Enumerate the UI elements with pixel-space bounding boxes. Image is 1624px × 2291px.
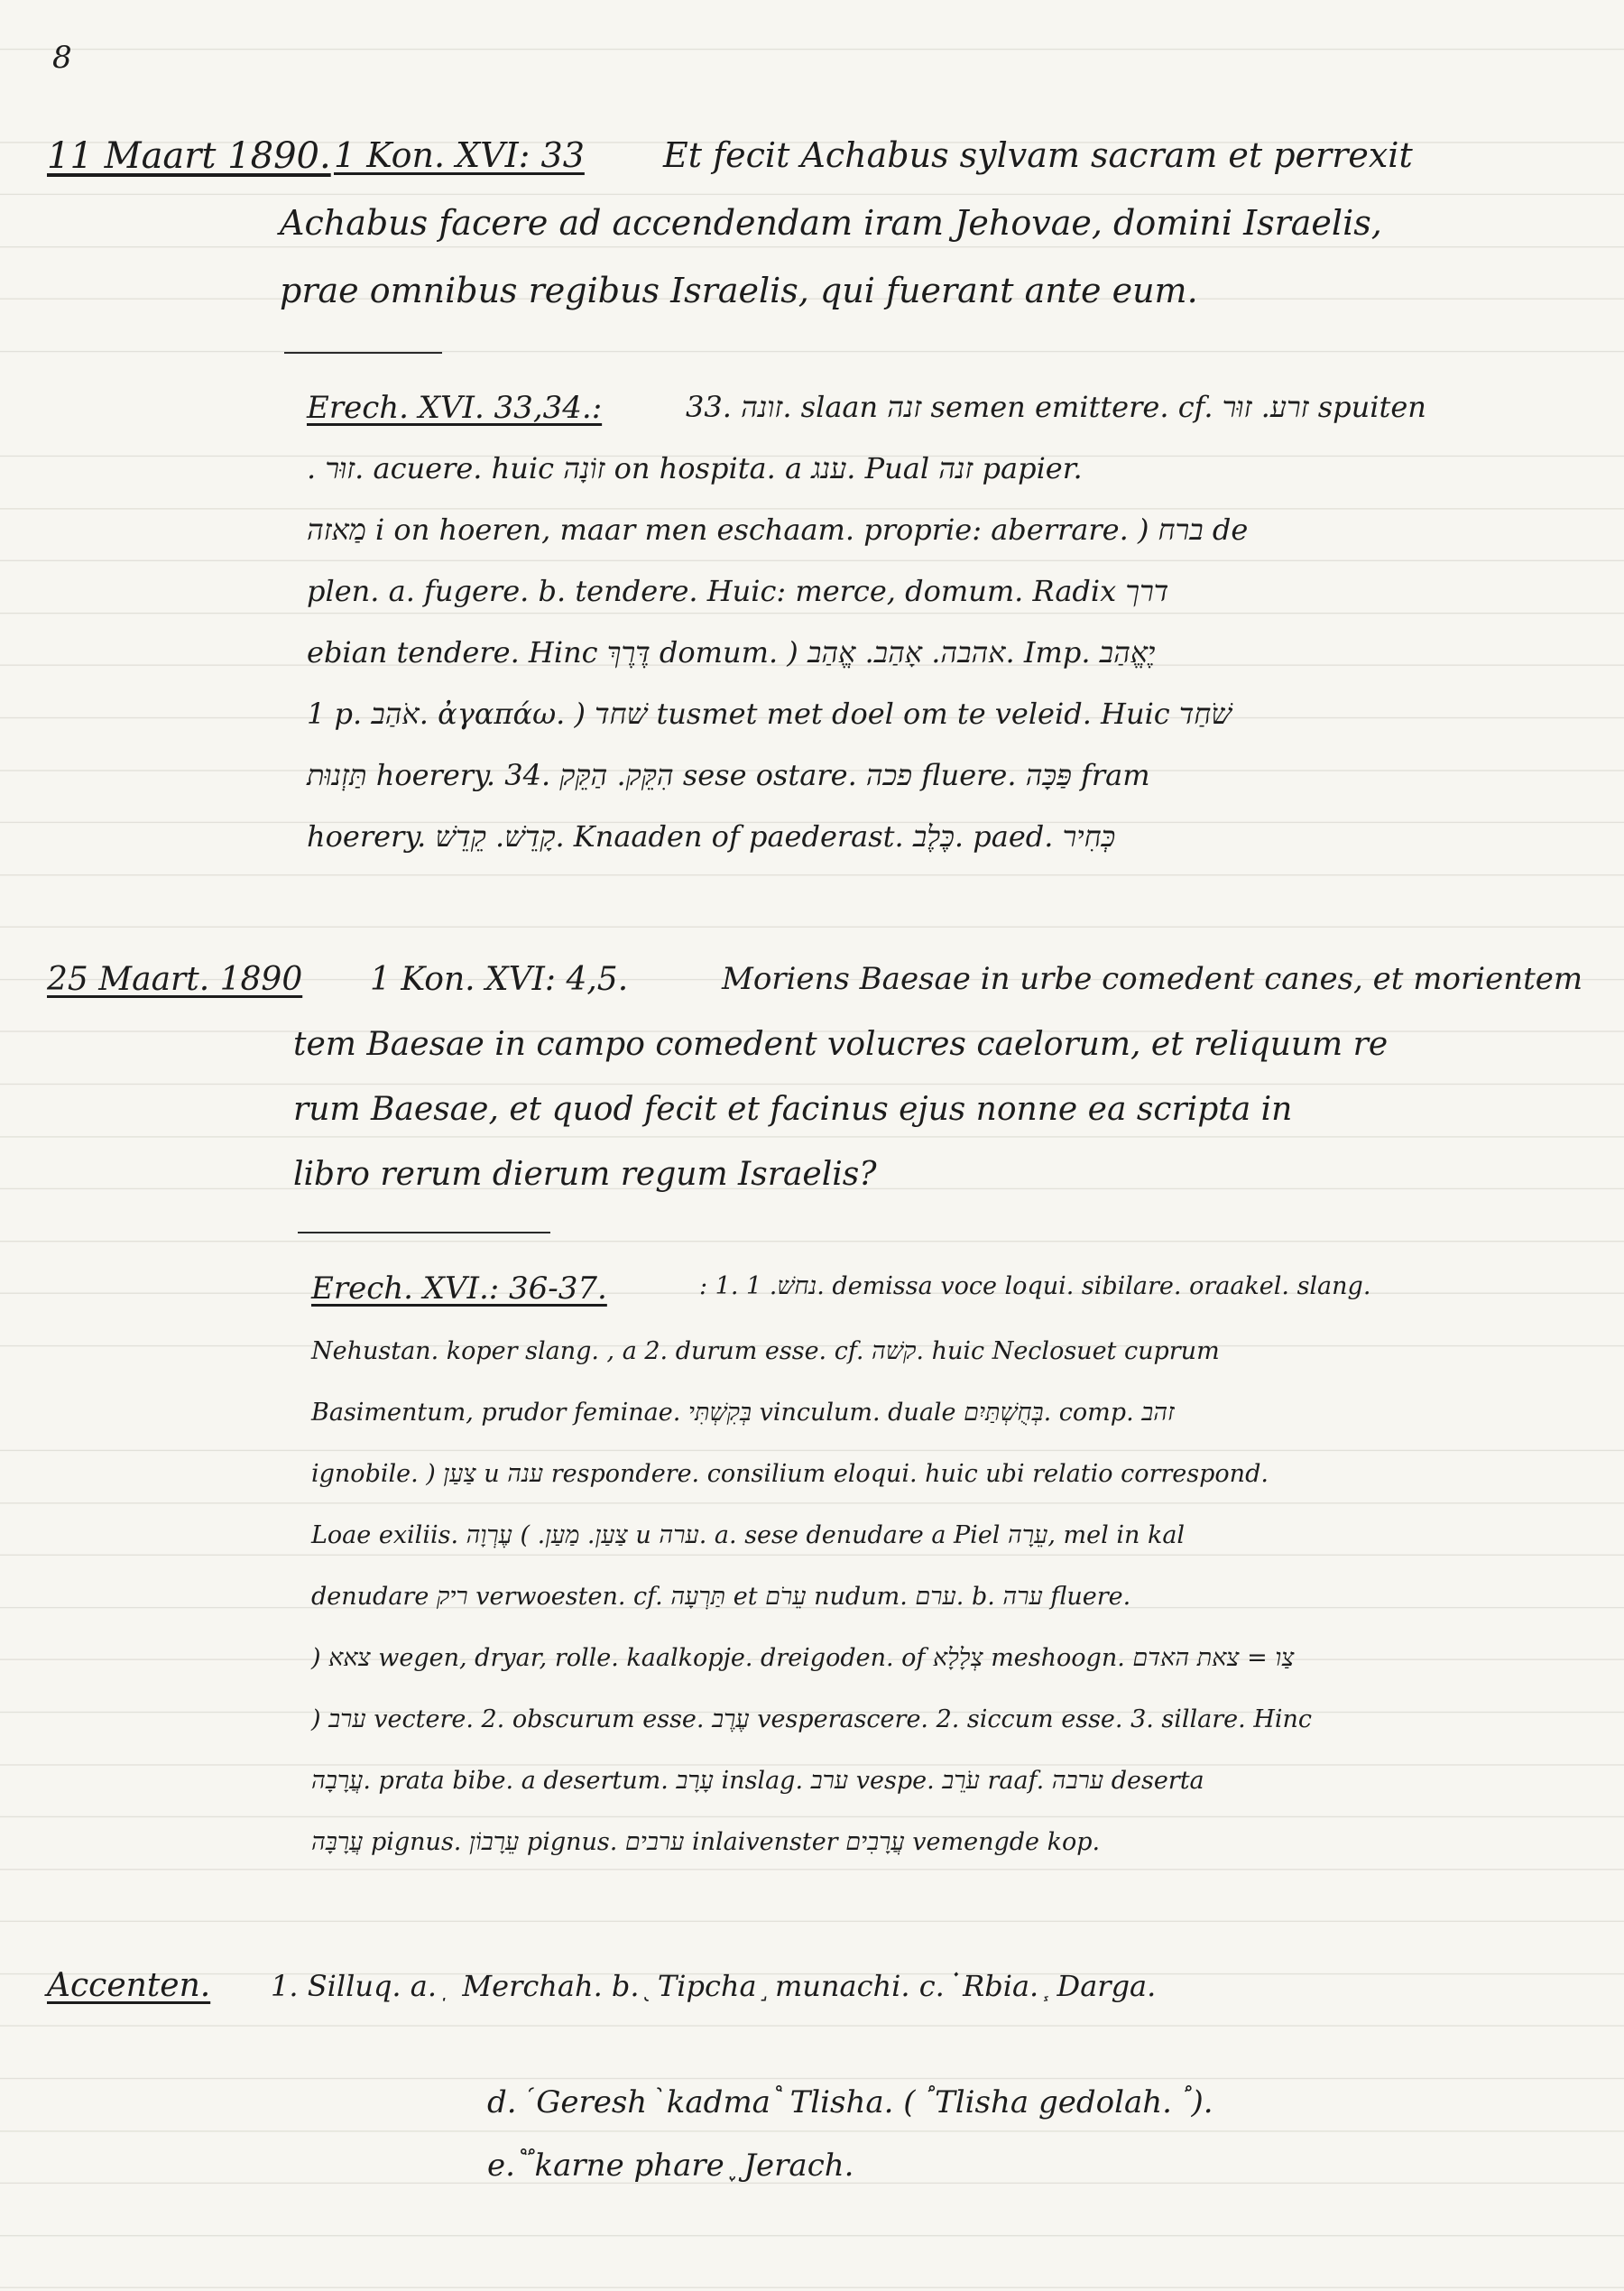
text-line: עֲרָבָה. prata bibe. a desertum. עָרָב inslag. ערב vespe. עֹרֵב raaf. ערבה deserta [311,1767,1204,1795]
text-line: ebian tendere. Hinc דֶּרֶךְ domum. ) אהבה. אָהַב. אֱהַב. Imp. יֶאֱהַב [307,635,1156,670]
page-number: 8 [52,40,72,76]
section-divider [284,352,442,354]
text-line: ) ערב vectere. 2. obscurum esse. עֶרֶב vesperascere. 2. siccum esse. 3. sillare. Hinc [311,1705,1313,1733]
text-line: denudare ריק verwoesten. cf. תַּרְעָה et עֵרֹם nudum. ערם. b. ערה fluere. [311,1583,1131,1611]
text-line: 33. זונה. slaan זנה semen emittere. cf. זרע. זוּר spuiten [686,390,1426,424]
text-line: מַאזה i on hoeren, maar men eschaam. proprie: aberrare. ) ברח de [307,513,1249,547]
entry-date: 11 Maart 1890. [47,135,331,177]
text-line: Moriens Baesae in urbe comedent canes, et morientem [722,961,1583,997]
text-line: Nehustan. koper slang. , a 2. durum esse. cf. קשׁה. huic Neclosuet cuprum [311,1337,1220,1365]
accents-title: Accenten. [47,1967,211,2004]
text-line: Basimentum, prudor feminae. בְּקִשְׁתִּי vinculum. duale בְּחֻשְׁתַּיִם. comp. זהב [311,1399,1175,1427]
erech-reference: Erech. XVI. 33,34.: [307,390,603,426]
section-divider [298,1232,550,1233]
text-line: ) צאא wegen, dryar, rolle. kaalkopje. dreigoden. of צְלָלָא meshoogn. צַו = צאת האדם [311,1644,1295,1672]
text-line: תַּזְנוּת hoerery. 34. הִקֵּק. הַקֵּק sese ostare. פכה fluere. פַּכָּה fram [307,758,1150,792]
text-line: : 1. נחשׁ. 1. demissa voce loqui. sibilare. oraakel. slang. [699,1272,1371,1300]
text-line: ignobile. ) צַעַן u ענה respondere. consilium eloqui. huic ubi relatio correspond. [311,1460,1269,1488]
text-line: prae omnibus regibus Israelis, qui fuerant ante eum. [280,271,1198,310]
entry-reference: 1 Kon. XVI: 4,5. [370,961,629,998]
text-line: עֲרָבָּה pignus. עֵרָבוֹן pignus. ערבים inlaivenster עֲרָבִים vemengde kop. [311,1828,1101,1856]
entry-date: 25 Maart. 1890 [47,961,303,998]
text-line: Loae exiliis. צַעַן. מַעַן. ) עֶרְוָה u ערה. a. sese denudare a Piel עֵרָה, mel in kal [311,1521,1186,1549]
entry-reference: 1 Kon. XVI: 33 [334,135,585,175]
text-line: plen. a. fugere. b. tendere. Huic: merce, domum. Radix דרך [307,574,1169,608]
text-line: rum Baesae, et quod fecit et facinus ejus nonne ea scripta in [293,1091,1293,1128]
text-line: Et fecit Achabus sylvam sacram et perrexit [663,135,1413,175]
text-line: libro rerum dierum regum Israelis? [293,1156,877,1193]
erech-reference: Erech. XVI.: 36-37. [311,1270,607,1307]
accents-line: e. ֟ karne phare ֪ Jerach. [487,2148,854,2184]
text-line: Achabus facere ad accendendam iram Jehovae, domini Israelis, [280,203,1382,243]
accents-line: 1. Silluq. a. ֽ ֽ Merchah. b. ֖ Tipcha ֣ munachi. c. ֗ Rbia. ֧ Darga. [271,1969,1157,2003]
text-line: . זוּר. acuere. huic זוֹנָה on hospita. a ענג. Pual זנה papier. [307,451,1083,485]
accents-line: d. ֜ Geresh ֨ kadma ֩ Tlisha. ( ֠ Tlisha gedolah. ֠ ). [487,2084,1213,2120]
text-line: hoerery. קָדֵשׁ. קֵדֵשׁ. Knaaden of paederast. כֶּלֶב. paed. כְּחִיר [307,819,1116,854]
text-line: 1 p. אֹהַב. ἀγαπάω. ) שׁחד tusmet met doel om te veleid. Huic שֹׁחַד [307,697,1232,731]
text-line: tem Baesae in campo comedent volucres caelorum, et reliquum re [293,1026,1389,1063]
